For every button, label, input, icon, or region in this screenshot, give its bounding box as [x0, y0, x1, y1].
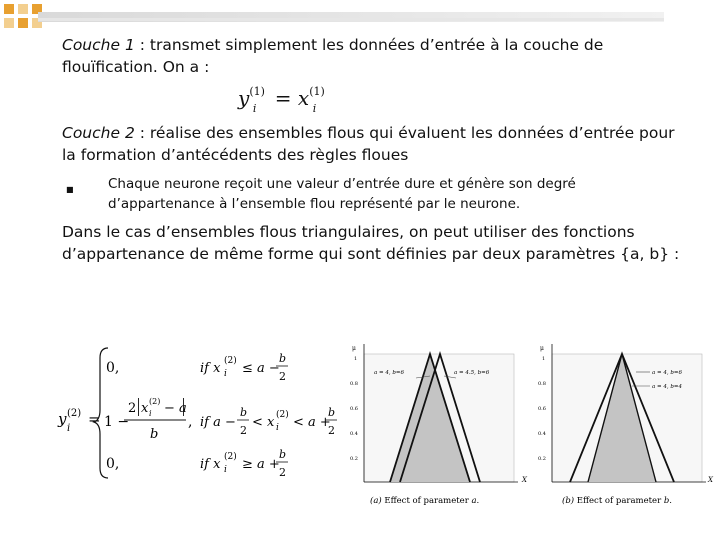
bullet-dot-icon: ■	[66, 185, 74, 194]
f2-case3-rel: ≥ a +	[242, 457, 280, 472]
chart-b-cap-letter: (b)	[562, 496, 575, 506]
f2-case1-b: b	[279, 352, 287, 365]
f2-case2-b2: b	[328, 406, 336, 419]
f2-case2-sup: (2)	[276, 410, 289, 420]
f2-case3-sub: i	[224, 465, 227, 475]
formula1-sup-x: (1)	[309, 85, 325, 99]
f2-case2-two2: 2	[328, 424, 335, 437]
chart-effect-b	[528, 340, 720, 510]
chart-b-mu: μ	[540, 345, 544, 352]
couche2-text: : réalise des ensembles flous qui évaluent les données d’entrée pour la formation d’antécédents des règles floues	[62, 124, 675, 164]
f2-lhs-y: y	[58, 410, 67, 428]
chart-a-tick-04: 0.4	[350, 431, 358, 437]
chart-b-tick-08: 0.8	[538, 381, 546, 387]
chart-b-xlabel: X	[708, 476, 713, 484]
f2-case1-cond: if x	[200, 361, 221, 376]
f2-abs-left	[138, 398, 139, 416]
f2-comma: ,	[188, 414, 193, 430]
chart-a-mu: μ	[352, 345, 356, 352]
chart-b-tick-04: 0.4	[538, 431, 546, 437]
svg-text:(b) Effect of parameter b.	[562, 495, 672, 506]
svg-text:x: x	[141, 401, 149, 416]
chart-b-tick-02: 0.2	[538, 456, 546, 462]
chart-a-legend1: a = 4, b=6	[374, 370, 405, 376]
f2-case1-sub: i	[224, 369, 227, 379]
f2-case1-rel: ≤ a −	[242, 361, 280, 376]
f2-eq: =	[88, 410, 101, 428]
svg-text:(a) Effect of parameter a.	[370, 495, 479, 506]
f2-case1-val: 0,	[106, 360, 120, 376]
formula-layer1	[238, 86, 328, 113]
chart-a-tick-1: 1	[354, 356, 358, 362]
f2-case3-two: 2	[279, 466, 286, 479]
f2-case3-b: b	[279, 448, 287, 461]
formula1-sub-y: i	[252, 102, 257, 115]
f2-case3-val: 0,	[106, 456, 120, 472]
chart-a-tick-02: 0.2	[350, 456, 358, 462]
couche1-label: Couche 1	[62, 36, 135, 54]
chart-b-cap-end: .	[669, 496, 672, 506]
f2-case3-sup: (2)	[224, 452, 237, 462]
f2-case2-mid: < x	[252, 415, 275, 430]
f2-case2-two1: 2	[240, 424, 247, 437]
f2-den-b: b	[150, 427, 159, 442]
f2-lhs-sub: i	[67, 423, 71, 434]
f2-case2-rel: < a +	[293, 415, 331, 430]
chart-b-tick-06: 0.6	[538, 406, 546, 412]
chart-a-cap-param: a	[471, 496, 477, 506]
f2-one-minus: 1 −	[104, 414, 130, 430]
chart-b-legend2: a = 4, b=4	[652, 384, 683, 390]
formula1-y: y	[238, 86, 250, 110]
paragraph-couche1	[62, 34, 662, 78]
formula1-sup-y: (1)	[249, 85, 265, 99]
f2-case2-cond: if a −	[200, 415, 236, 430]
f2-case2-sub: i	[276, 423, 279, 433]
chart-a-legend2: a = 4.5, b=6	[454, 370, 490, 376]
chart-b-cap-text: Effect of parameter	[574, 496, 664, 506]
chart-b-cap-param: b	[663, 496, 670, 506]
chart-a-cap-end: .	[476, 496, 480, 506]
f2-num-sup: (2)	[149, 397, 161, 406]
f2-num-minus-a: − a	[164, 401, 187, 416]
paragraph-triangular	[62, 221, 692, 265]
f2-abs-right	[183, 398, 184, 416]
chart-effect-a	[340, 340, 530, 510]
chart-a-xlabel: X	[522, 476, 527, 484]
header-bar-line	[38, 18, 664, 21]
chart-b-tick-1: 1	[542, 356, 546, 362]
chart-a-cap-letter: (a)	[370, 496, 382, 506]
formula1-sub-x: i	[312, 102, 317, 115]
formula1-eq: =	[274, 86, 292, 110]
chart-a-cap-text: Effect of parameter	[381, 496, 472, 506]
chart-a-tick-06: 0.6	[350, 406, 358, 412]
bullet-text: Chaque neurone reçoit une valeur d’entrée dure et génère son degré d’appartenance à l’ensemble flou représenté par le neurone.	[108, 176, 576, 212]
chart-a-tick-08: 0.8	[350, 381, 358, 387]
f2-case1-two: 2	[279, 370, 286, 383]
f2-lhs-sup: (2)	[67, 408, 82, 419]
f2-case2-b1: b	[240, 406, 248, 419]
f2-case1-sup: (2)	[224, 356, 237, 366]
f2-num-two: 2	[128, 401, 137, 416]
formula1-x: x	[297, 86, 310, 110]
paragraph-couche2	[62, 122, 682, 166]
para3-text: Dans le cas d’ensembles flous triangulaires, on peut utiliser des fonctions d’appartenance de même forme qui sont définies par deux paramètres {a, b} :	[62, 223, 680, 263]
f2-num-sub: i	[149, 409, 152, 418]
f2-case3-cond: if x	[200, 457, 221, 472]
chart-b-legend1: a = 4, b=6	[652, 370, 683, 376]
couche2-label: Couche 2	[62, 124, 135, 142]
formula-layer2	[52, 340, 342, 480]
couche1-text: : transmet simplement les données d’entrée à la couche de flouïfication. On a :	[62, 36, 604, 76]
